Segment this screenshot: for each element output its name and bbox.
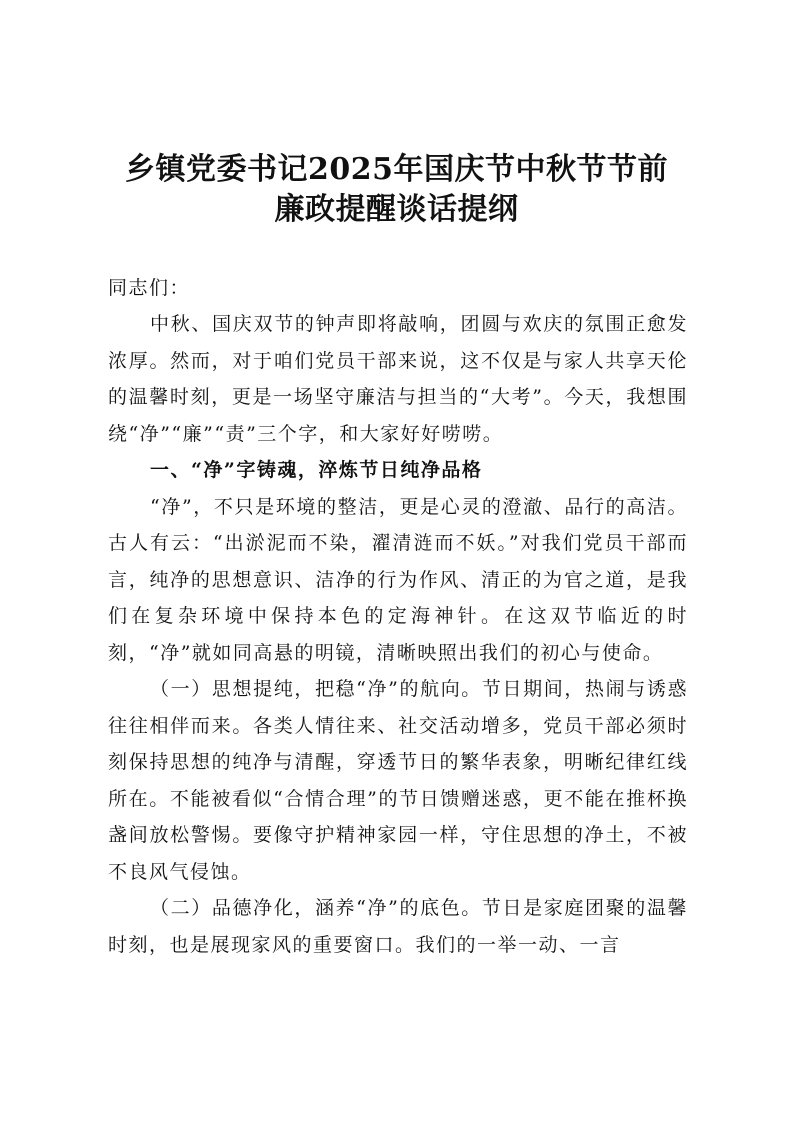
document-title-line-1: 乡镇党委书记2025年国庆节中秋节节前 [125,152,668,187]
section-heading-1: 一、“净”字铸魂，淬炼节日纯净品格 [150,459,483,481]
document-title-line-2: 廉政提醒谈话提纲 [274,192,519,227]
paragraph-subsection-1: （一）思想提纯，把稳“净”的航向。节日期间，热闹与诱惑往往相伴而来。各类人情往来、社交活动增多，党员干部必须时刻保持思想的纯净与清醒，穿透节日的繁华表象，明晰纪律红线所在。不能被看似“合情合理”的节日馈赠迷惑，更不能在推杯换盏间放松警惕。要像守护精神家园一样，守住思想的净土，不被不良风气侵蚀。 [108,678,688,883]
paragraph-intro: 中秋、国庆双节的钟声即将敲响，团圆与欢庆的氛围正愈发浓厚。然而，对于咱们党员干部来说，这不仅是与家人共享天伦的温馨时刻，更是一场坚守廉洁与担当的“大考”。今天，我想围绕“净”“廉”“责”三个字，和大家好好唠唠。 [108,313,688,445]
paragraph-subsection-2: （二）品德净化，涵养“净”的底色。节日是家庭团聚的温馨时刻，也是展现家风的重要窗口。我们的一举一动、一言 [108,897,688,956]
greeting: 同志们： [108,277,191,299]
document-body [108,306,688,963]
paragraph-jing-meaning: “净”，不只是环境的整洁，更是心灵的澄澈、品行的高洁。古人有云：“出淤泥而不染，濯清涟而不妖。”对我们党员干部而言，纯净的思想意识、洁净的行为作风、清正的为官之道，是我们在复杂环境中保持本色的定海神针。在这双节临近的时刻，“净”就如同高悬的明镜，清晰映照出我们的初心与使命。 [108,495,688,664]
